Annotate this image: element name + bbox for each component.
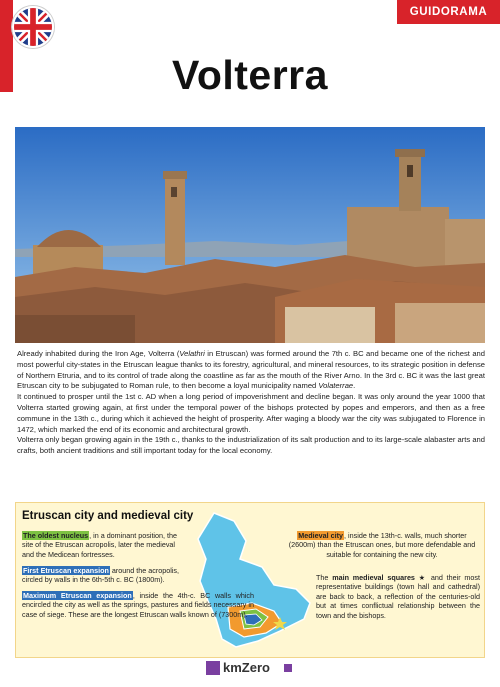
note-medieval-city: Medieval city, inside the 13th-c. walls, much shorter (2600m) than the Etruscan ones, but more defendable and suitable for containing the new city. xyxy=(288,531,476,559)
paragraph-2: It continued to prosper until the 1st c. AD when a long period of impoverishment and decline began. It was only around the year 1000 that Volterra started growing again, at first under the temporal power of the bishops protected by popes and emperors, and then as a free commune in the 13th c., during which it achieved the height of prosperity. After waging a bloody war the city was subjugated to Florence in 1472, which marked the end of its economic and architectural growth. xyxy=(17,392,485,434)
paragraph-1: Already inhabited during the Iron Age, Volterra (Velathri in Etruscan) was formed around the 7th c. BC and became one of the richest and most powerful city-states in the Etruscan league thanks to its forestry, agricultural, and mineral resources, to its strategic position in defense of Northern Etruria, and to its control of trade along the coastline as far as the mouth of the River Arno. In the 3rd c. BC it was the last great Etruscan city to be subjugated to Roman rule, to then become a loyal municipality named Volaterrae. xyxy=(17,349,486,391)
note-oldest-nucleus: The oldest nucleus, in a dominant position, the site of the Etruscan acropolis, later the medieval and the Medicean fortresses. xyxy=(22,531,178,559)
volterra-photo xyxy=(15,127,485,343)
note-first-expansion: First Etruscan expansion around the acropolis, circled by walls in the 6th-5th c. BC (1800m). xyxy=(22,566,179,585)
logo-tag-icon xyxy=(284,664,292,672)
brand-badge: GUIDORAMA xyxy=(397,0,500,24)
logo-square-icon xyxy=(206,661,220,675)
map-title: Etruscan city and medieval city xyxy=(22,510,194,522)
kmzero-logo: kmZero xyxy=(206,658,294,678)
uk-flag-icon[interactable] xyxy=(12,6,54,48)
history-text xyxy=(17,349,485,457)
paragraph-3: Volterra only began growing again in the 19th c., thanks to the industrialization of its salt production and to its large-scale alabaster arts and crafts, both ancient traditions and still important today for the local economy. xyxy=(17,435,485,456)
note-max-expansion: Maximum Etruscan expansion, inside the 4th-c. BC walls which encircled the city as well as the springs, pastures and fields necessary in case of siege. These are the longest Etruscan walls known of (7300m). xyxy=(22,591,255,619)
page-title: Volterra xyxy=(172,52,328,98)
city-map xyxy=(186,507,336,657)
map-panel xyxy=(15,502,485,658)
note-medieval-squares: The main medieval squares ★ and their most representative buildings (town hall and cathedral) are back to back, a reflection of the centuries-old but at times conflictual relationship between the town and the bishops. xyxy=(316,573,480,620)
